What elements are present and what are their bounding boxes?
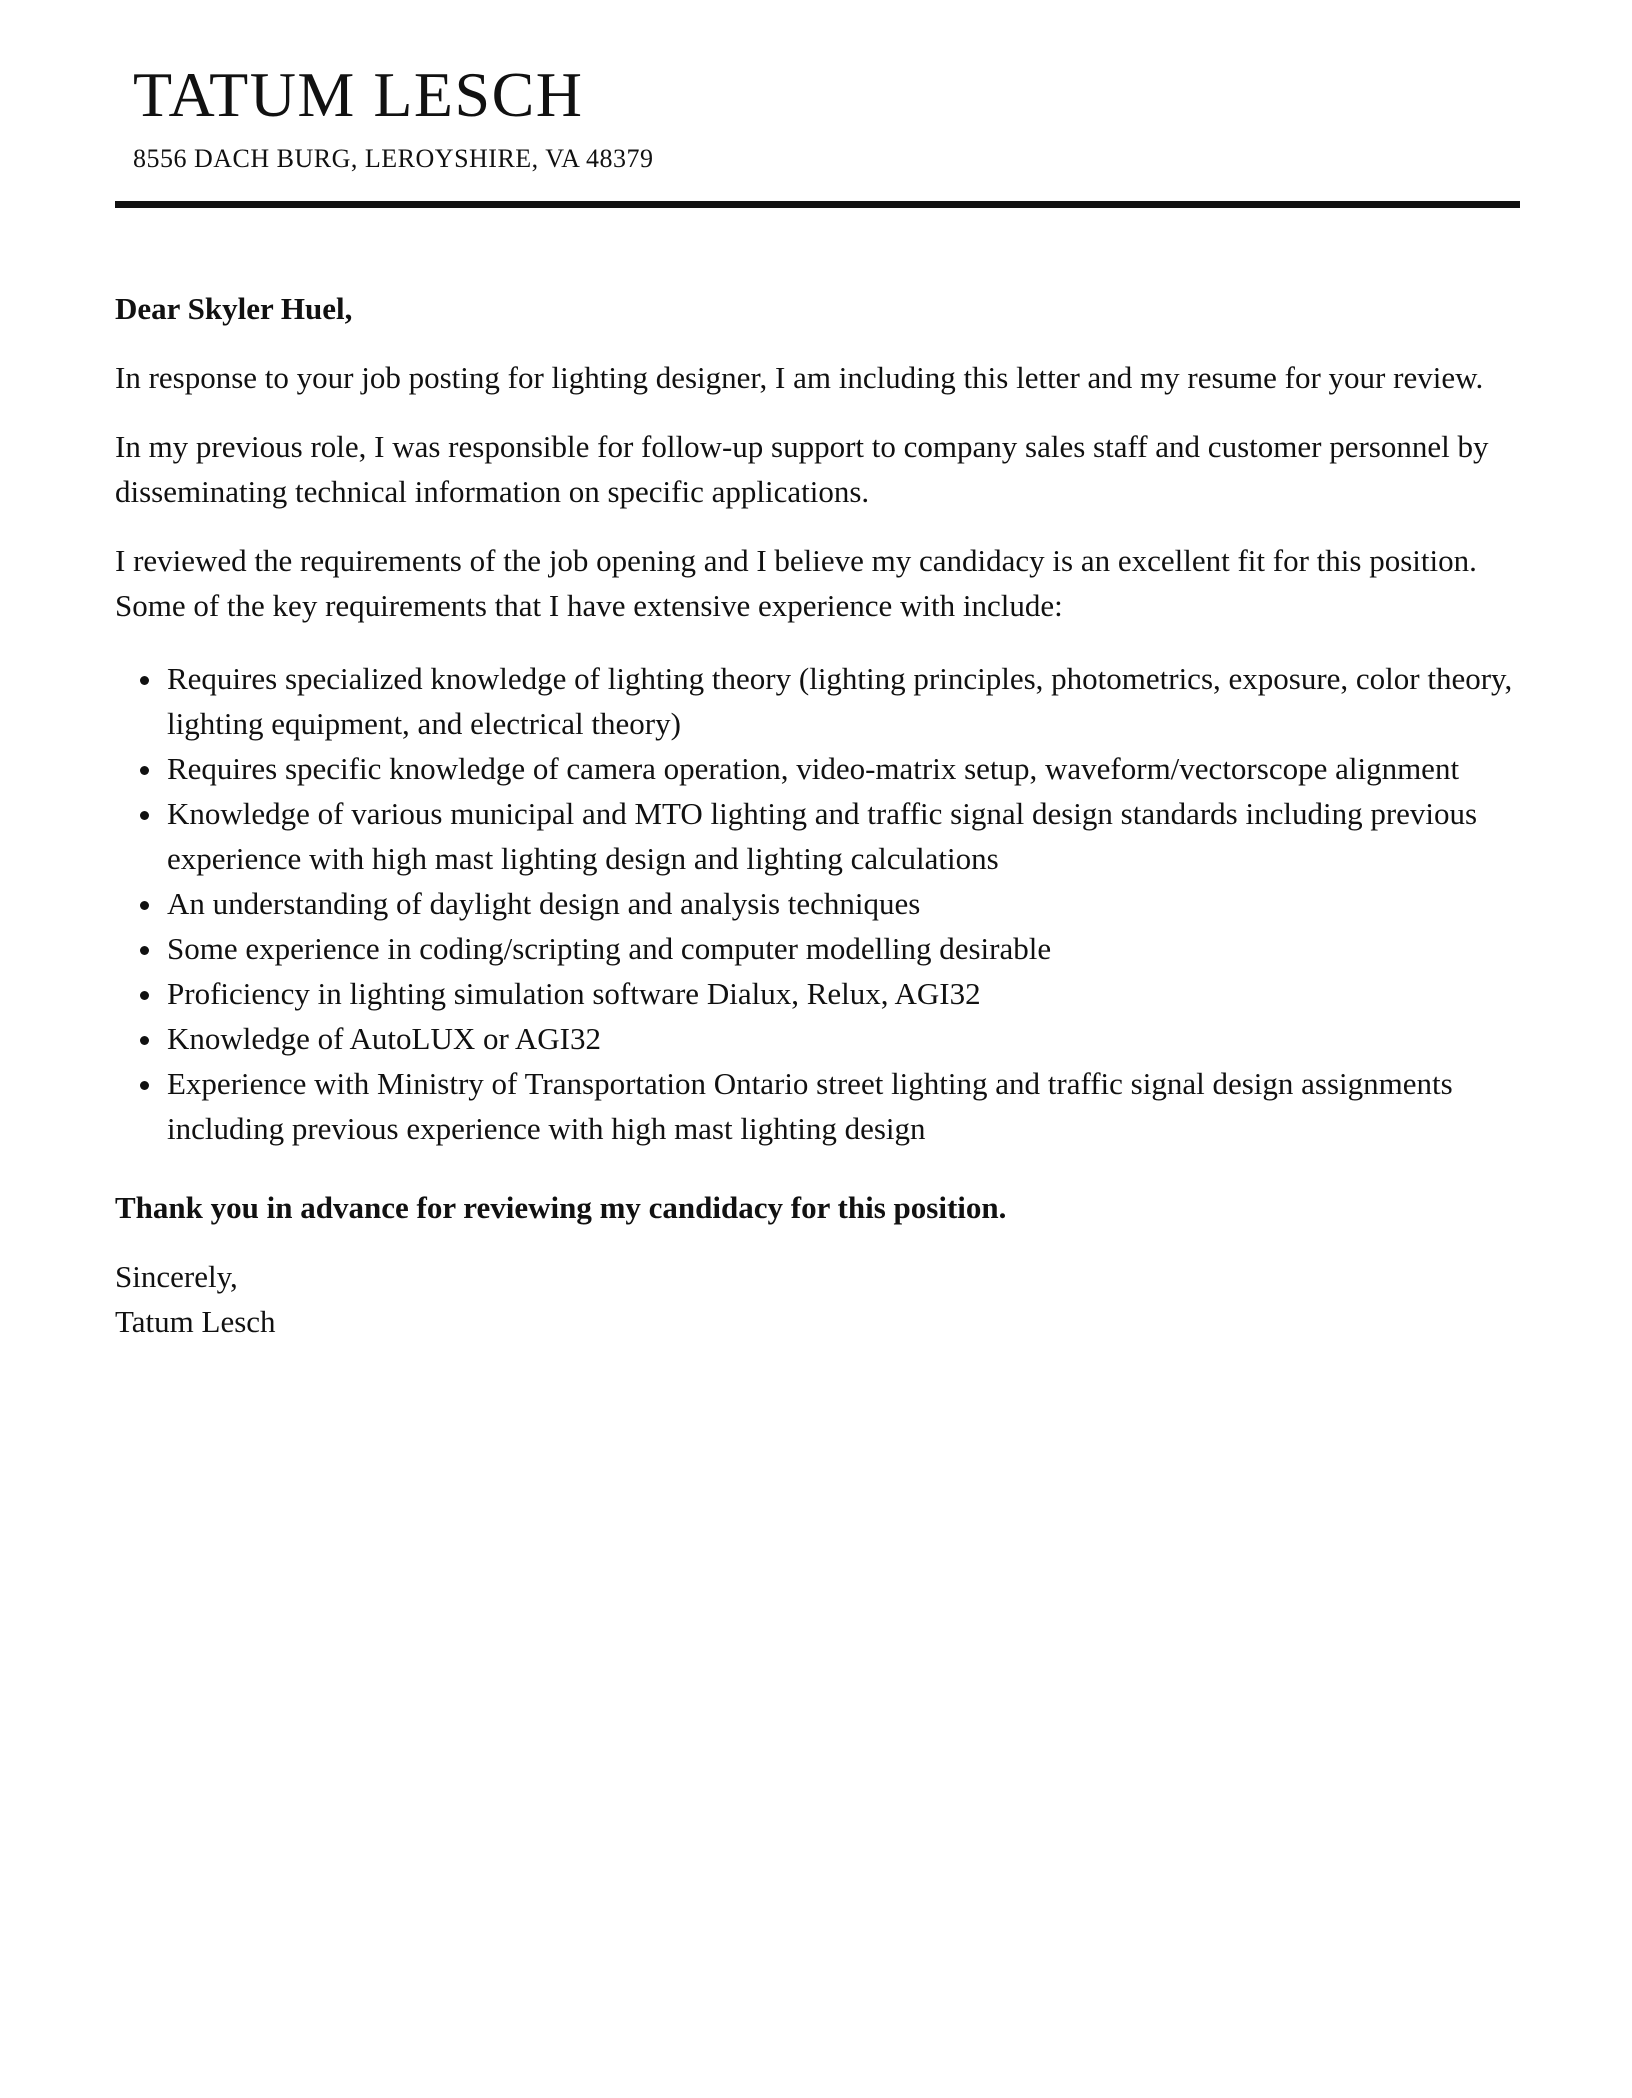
signoff-block	[115, 1254, 1520, 1344]
requirement-item: • Requires specific knowledge of camera operation, video-matrix setup, waveform/vectorscope alignment	[165, 746, 1520, 791]
requirements-list	[115, 656, 1520, 1151]
signature-name: Tatum Lesch	[115, 1304, 276, 1340]
requirement-item: • Proficiency in lighting simulation software Dialux, Relux, AGI32	[165, 971, 1520, 1016]
requirement-item: • An understanding of daylight design and analysis techniques	[165, 881, 1520, 926]
signoff: Sincerely,	[115, 1259, 238, 1295]
requirement-item: • Experience with Ministry of Transportation Ontario street lighting and traffic signal design assignments including previous experience with high mast lighting design	[165, 1061, 1520, 1151]
applicant-address: 8556 DACH BURG, LEROYSHIRE, VA 48379	[133, 143, 654, 173]
requirement-item: • Requires specialized knowledge of lighting theory (lighting principles, photometrics, exposure, color theory, lighting equipment, and electrical theory)	[165, 656, 1520, 746]
applicant-name: TATUM LESCH	[133, 59, 584, 130]
divider-rule	[115, 201, 1520, 208]
requirement-item: • Knowledge of various municipal and MTO lighting and traffic signal design standards including previous experience with high mast lighting design and lighting calculations	[165, 791, 1520, 881]
paragraph-intro: In response to your job posting for lighting designer, I am including this letter and my resume for your review.	[115, 360, 1484, 396]
letterhead	[115, 58, 1520, 175]
salutation: Dear Skyler Huel,	[115, 291, 353, 327]
paragraph-previous-role: In my previous role, I was responsible for follow-up support to company sales staff and customer personnel by disseminating technical information on specific applications.	[115, 429, 1489, 510]
closing-statement: Thank you in advance for reviewing my candidacy for this position.	[115, 1190, 1007, 1226]
requirement-item: • Knowledge of AutoLUX or AGI32	[165, 1016, 1520, 1061]
paragraph-requirements-lead: I reviewed the requirements of the job opening and I believe my candidacy is an excellent fit for this position. Some of the key requirements that I have extensive experience with include:	[115, 543, 1477, 624]
requirement-item: • Some experience in coding/scripting and computer modelling desirable	[165, 926, 1520, 971]
letter-body	[115, 286, 1520, 1344]
